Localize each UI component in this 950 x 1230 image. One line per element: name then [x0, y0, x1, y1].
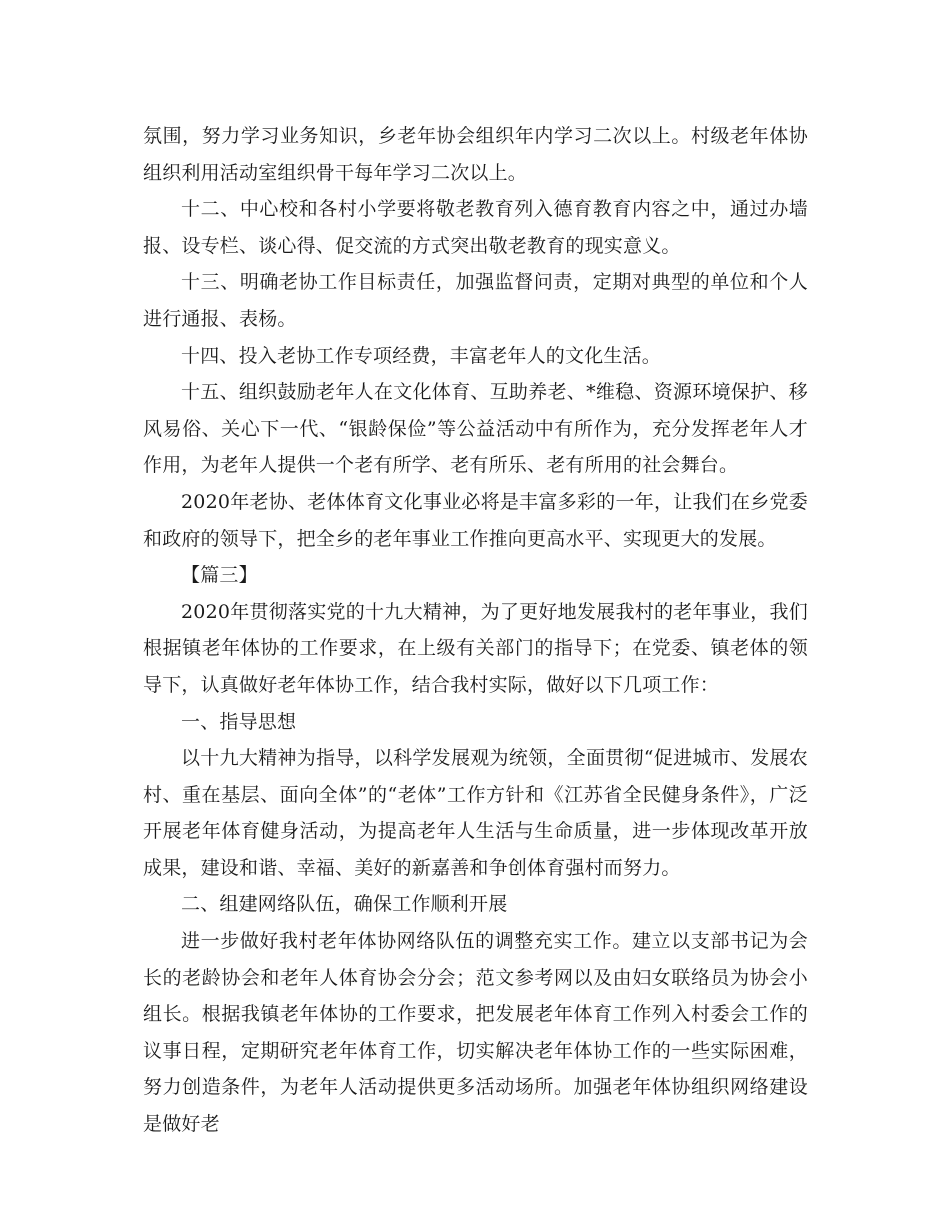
- paragraph-6: 2020年老协、老体体育文化事业必将是丰富多彩的一年，让我们在乡党委和政府的领导下，把全乡的老年事业工作推向更高水平、实现更大的发展。: [143, 490, 808, 550]
- paragraph-7: 2020年贯彻落实党的十九大精神，为了更好地发展我村的老年事业，我们根据镇老年体协的工作要求，在上级有关部门的指导下；在党委、镇老体的领导下，认真做好老年体协工作，结合我村实际，做好以下几项工作：: [143, 600, 808, 696]
- section-heading-network-team: 二、组建网络队伍，确保工作顺利开展: [181, 893, 508, 916]
- paragraph-1: 氛围，努力学习业务知识，乡老年协会组织年内学习二次以上。村级老年体协组织利用活动室组织骨干每年学习二次以上。: [143, 125, 808, 184]
- paragraph-8: 以十九大精神为指导，以科学发展观为统领，全面贯彻“促进城市、发展农村、重在基层、面向全体”的“老体”工作方针和《江苏省全民健身条件》，广泛开展老年体育健身活动，为提高老年人生活与生命质量，进一步体现改革开放成果，建设和谐、幸福、美好的新嘉善和争创体育强村而努力。: [143, 747, 808, 879]
- paragraph-5: 十五、组织鼓励老年人在文化体育、互助养老、*维稳、资源环境保护、移风易俗、关心下一代、“银龄保俭”等公益活动中有所作为，充分发挥老年人才作用，为老年人提供一个老有所学、老有所乐、老有所用的社会舞台。: [143, 381, 808, 477]
- section-heading-guiding-thought: 一、指导思想: [181, 710, 297, 733]
- paragraph-9: 进一步做好我村老年体协网络队伍的调整充实工作。建立以支部书记为会长的老龄协会和老年人体育协会分会；范文参考网以及由妇女联络员为协会小组长。根据我镇老年体协的工作要求，把发展老年体育工作列入村委会工作的议事日程，定期研究老年体育工作，切实解决老年体协工作的一些实际困难，努力创造条件，为老年人活动提供更多活动场所。加强老年体协组织网络建设是做好老: [143, 930, 808, 1136]
- paragraph-3: 十三、明确老协工作目标责任，加强监督问责，定期对典型的单位和个人进行通报、表杨。: [143, 271, 808, 330]
- paragraph-2: 十二、中心校和各村小学要将敬老教育列入德育教育内容之中，通过办墙报、设专栏、谈心得、促交流的方式突出敬老教育的现实意义。: [143, 198, 808, 257]
- paragraph-4: 十四、投入老协工作专项经费，丰富老年人的文化生活。: [181, 344, 662, 367]
- section-heading-part-three: 【篇三】: [181, 564, 258, 587]
- document-body: [143, 118, 808, 1143]
